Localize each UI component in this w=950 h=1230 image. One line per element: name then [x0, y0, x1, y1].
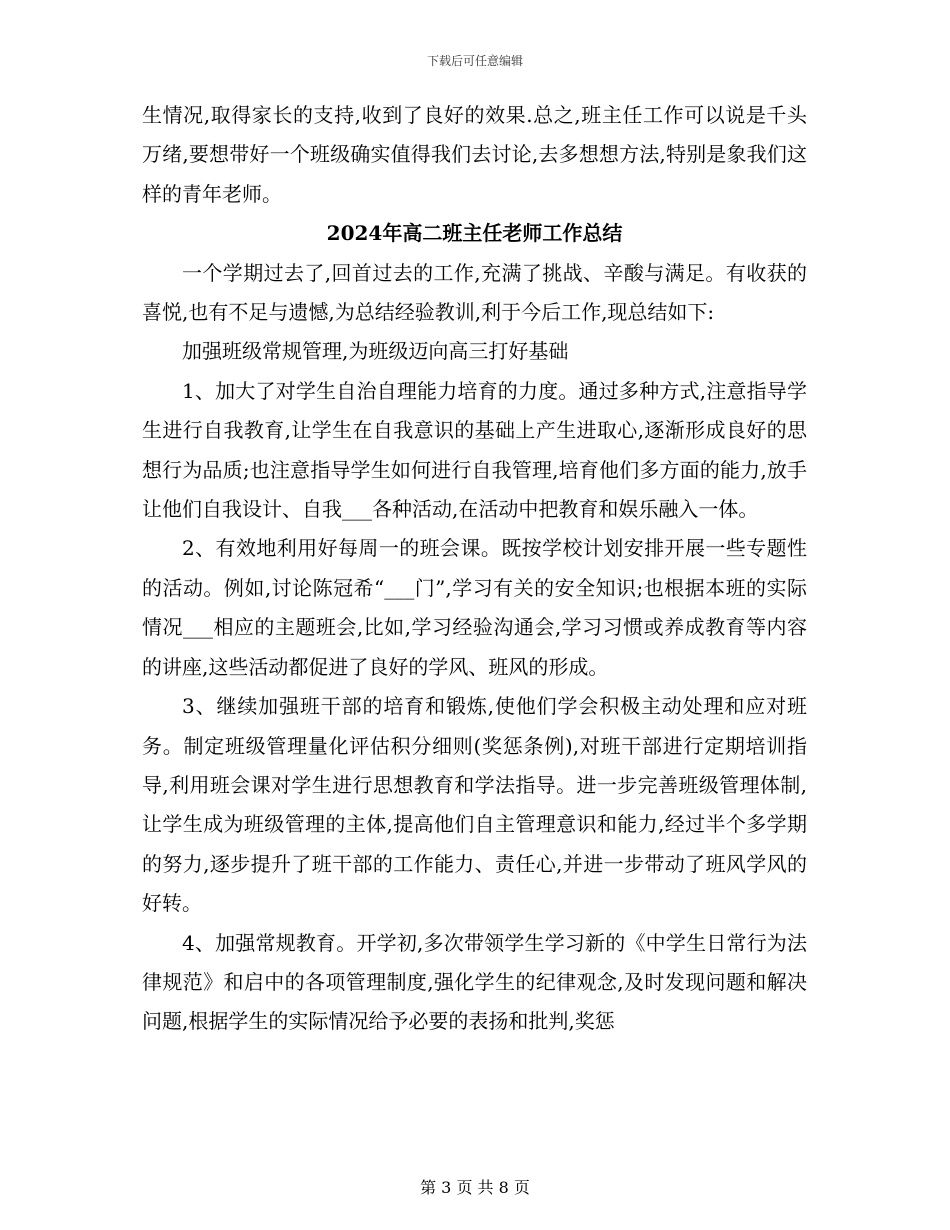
- page-header: 下载后可任意编辑: [426, 54, 523, 68]
- paragraph-item-3: 3、继续加强班干部的培育和锻炼,使他们学会积极主动处理和应对班务。制定班级管理量化评估积分细则(奖惩条例),对班干部进行定期培训指导,利用班会课对学生进行思想教育和学法指导。进一步完善班级管理体制,让学生成为班级管理的主体,提高他们自主管理意识和能力,经过半个多学期的努力,逐步提升了班干部的工作能力、责任心,并进一步带动了班风学风的好转。: [142, 694, 807, 916]
- section-heading: 加强班级常规管理,为班级迈向高三打好基础: [182, 339, 569, 364]
- paragraph-item-2: 2、有效地利用好每周一的班会课。既按学校计划安排开展一些专题性的活动。例如,讨论陈冠希“___门”,学习有关的安全知识;也根据本班的实际情况___相应的主题班会,比如,学习经验沟通会,学习习惯或养成教育等内容的讲座,这些活动都促进了良好的学风、班风的形成。: [142, 536, 807, 679]
- document-title: 2024年高二班主任老师工作总结: [326, 221, 623, 246]
- intro-paragraph: 生情况,取得家长的支持,收到了良好的效果.总之,班主任工作可以说是千头万绪,要想带好一个班级确实值得我们去讨论,去多想想方法,特别是象我们这样的青年老师。: [142, 103, 807, 206]
- page-number: 第 3 页 共 8 页: [420, 1178, 530, 1197]
- paragraph-intro: 一个学期过去了,回首过去的工作,充满了挑战、辛酸与满足。有收获的喜悦,也有不足与遗憾,为总结经验教训,利于今后工作,现总结如下:: [142, 260, 807, 325]
- paragraph-item-4: 4、加强常规教育。开学初,多次带领学生学习新的《中学生日常行为法律规范》和启中的各项管理制度,强化学生的纪律观念,及时发现问题和解决问题,根据学生的实际情况给予必要的表扬和批判,奖惩: [142, 930, 807, 1034]
- paragraph-item-1: 1、加大了对学生自治自理能力培育的力度。通过多种方式,注意指导学生进行自我教育,让学生在自我意识的基础上产生进取心,逐渐形成良好的思想行为品质;也注意指导学生如何进行自我管理,培育他们多方面的能力,放手让他们自我设计、自我___各种活动,在活动中把教育和娱乐融入一体。: [142, 378, 807, 522]
- document-body: [142, 96, 807, 1042]
